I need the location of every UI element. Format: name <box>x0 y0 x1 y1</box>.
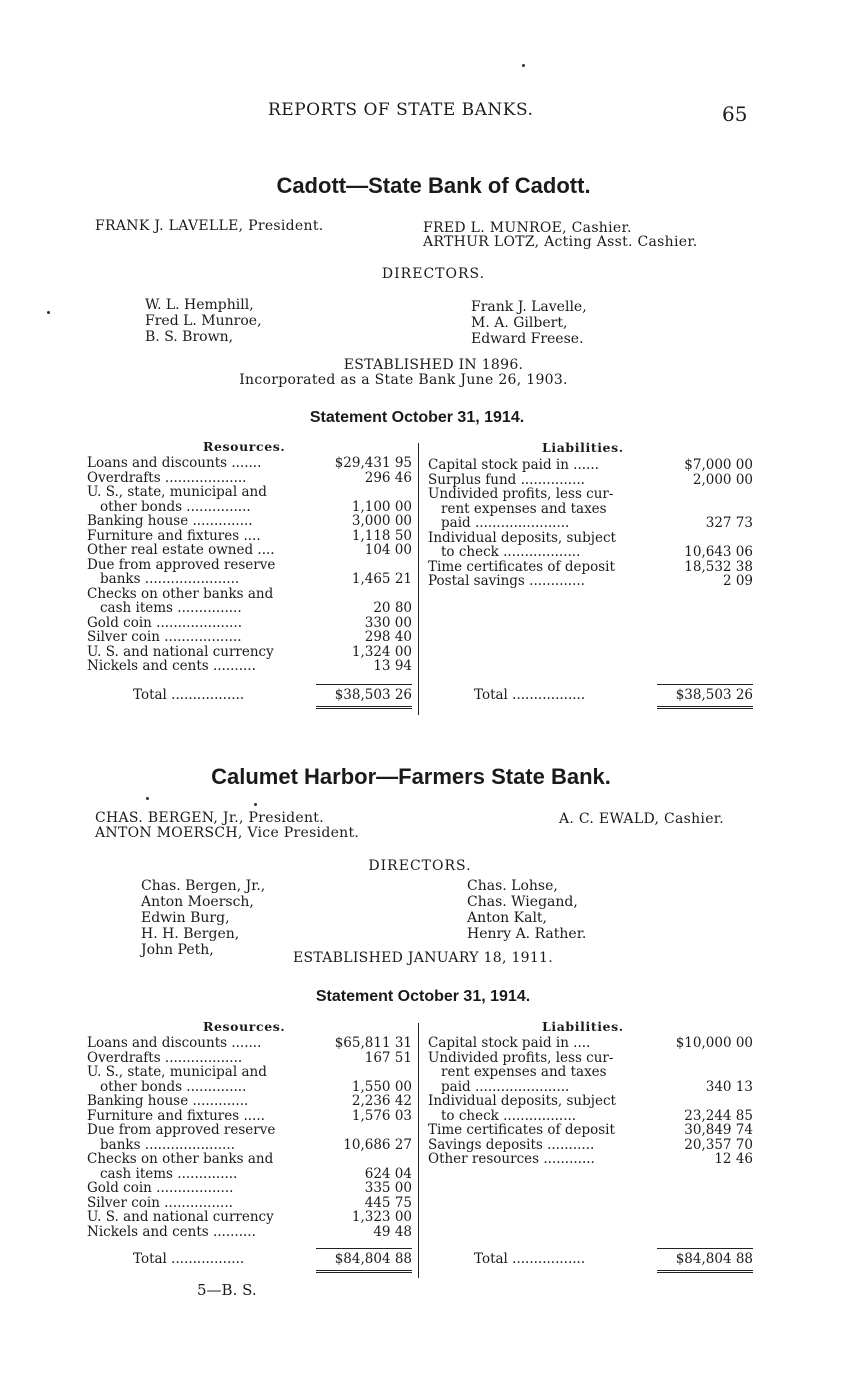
row-label: Silver coin ................ <box>87 1195 233 1210</box>
director-name: Frank J. Lavelle, <box>471 299 587 315</box>
row-label: rent expenses and taxes <box>441 1065 607 1080</box>
table-row <box>428 1051 753 1066</box>
table-row <box>87 1065 412 1080</box>
row-label: other bonds ............... <box>100 499 251 514</box>
table-row <box>87 1123 412 1138</box>
officer-president: FRANK J. LAVELLE, President. <box>95 218 324 234</box>
total-double-rule <box>316 706 412 709</box>
bank-title: Cadott—State Bank of Cadott. <box>276 173 591 198</box>
table-row <box>428 531 753 546</box>
table-row <box>428 560 753 575</box>
row-value: 624 04 <box>364 1165 412 1182</box>
table-row <box>87 1181 412 1196</box>
row-label: cash items ............... <box>100 601 242 616</box>
row-value: 2,236 42 <box>351 1093 412 1109</box>
total-row-liabilities <box>428 688 753 703</box>
total-double-rule <box>316 1270 412 1273</box>
table-row <box>87 1080 412 1095</box>
total-row-resources <box>87 688 412 703</box>
table-row <box>428 1109 753 1124</box>
director-name: H. H. Bergen, <box>141 926 240 942</box>
director-name: John Peth, <box>141 942 214 958</box>
row-value: 1,465 21 <box>351 571 412 587</box>
incorporated-line: Incorporated as a State Bank June 26, 1903. <box>239 372 568 388</box>
resources-table <box>87 456 412 674</box>
row-label: Overdrafts ................... <box>87 470 247 485</box>
row-value: 1,100 00 <box>351 498 412 515</box>
row-label: Nickels and cents .......... <box>87 659 256 674</box>
row-label: cash items .............. <box>100 1166 238 1181</box>
row-label: Postal savings ............. <box>428 574 585 589</box>
table-row <box>87 529 412 544</box>
row-value: 330 00 <box>364 614 412 631</box>
row-label: U. S., state, municipal and <box>87 1065 267 1080</box>
table-row <box>87 1152 412 1167</box>
row-label: Time certificates of deposit <box>428 1123 615 1138</box>
director-name: Edward Freese. <box>471 331 584 347</box>
sum-rule <box>657 1248 753 1249</box>
directors-label: DIRECTORS. <box>381 266 486 282</box>
table-row <box>87 1225 412 1240</box>
row-label: Undivided profits, less cur- <box>428 487 614 502</box>
row-label: Capital stock paid in .... <box>428 1036 591 1051</box>
row-value: 30,849 74 <box>684 1122 753 1138</box>
established-line: ESTABLISHED JANUARY 18, 1911. <box>292 950 554 966</box>
column-divider <box>418 443 419 715</box>
director-name: Henry A. Rather. <box>467 926 587 942</box>
table-row <box>428 473 753 488</box>
table-row <box>87 572 412 587</box>
row-label: to check .................. <box>441 545 581 560</box>
established-line: ESTABLISHED IN 1896. <box>343 357 524 373</box>
row-value: 167 51 <box>364 1049 412 1066</box>
running-head: REPORTS OF STATE BANKS. <box>268 100 534 120</box>
row-label: Individual deposits, subject <box>428 530 616 545</box>
row-value: 340 13 <box>705 1078 753 1095</box>
director-name: Chas. Bergen, Jr., <box>141 878 266 894</box>
row-label: Overdrafts .................. <box>87 1050 243 1065</box>
table-row <box>428 574 753 589</box>
liabilities-table <box>428 458 753 589</box>
sum-rule <box>657 684 753 685</box>
officer-president: CHAS. BERGEN, Jr., President. <box>95 810 324 826</box>
sum-rule <box>316 684 412 685</box>
row-label: Checks on other banks and <box>87 1152 274 1167</box>
row-value: $65,811 31 <box>334 1035 412 1051</box>
row-value: 10,643 06 <box>684 544 753 560</box>
table-row <box>87 1094 412 1109</box>
scan-speck <box>522 64 525 67</box>
row-label: Individual deposits, subject <box>428 1094 616 1109</box>
row-value: 298 40 <box>364 629 412 645</box>
table-row <box>87 1051 412 1066</box>
director-name: Edwin Burg, <box>141 910 230 926</box>
table-row <box>87 1138 412 1153</box>
directors-left-list <box>141 878 265 958</box>
table-row <box>87 500 412 515</box>
table-row <box>428 545 753 560</box>
row-value: 296 46 <box>364 469 412 486</box>
total-row-liabilities <box>428 1252 753 1267</box>
table-row <box>87 645 412 660</box>
total-label: Total ................. <box>133 688 245 703</box>
total-label: Total ................. <box>474 688 586 703</box>
director-name: Anton Kalt, <box>467 910 548 926</box>
table-row <box>428 458 753 473</box>
row-value: 20 80 <box>373 600 412 616</box>
table-row <box>87 587 412 602</box>
row-label: Gold coin .................... <box>87 615 242 630</box>
row-value: 104 00 <box>364 542 412 558</box>
row-label: Other real estate owned .... <box>87 543 275 558</box>
row-label: Nickels and cents .......... <box>87 1224 256 1239</box>
row-label: Banking house .............. <box>87 514 253 529</box>
director-name: M. A. Gilbert, <box>471 315 568 331</box>
liabilities-heading: Liabilities. <box>542 440 624 455</box>
row-label: Silver coin .................. <box>87 630 242 645</box>
table-row <box>87 543 412 558</box>
director-name: B. S. Brown, <box>145 329 234 345</box>
row-label: Capital stock paid in ...... <box>428 458 599 473</box>
row-label: banks ...................... <box>100 572 240 587</box>
row-value: 10,686 27 <box>343 1136 412 1153</box>
officer-vice-president: ANTON MOERSCH, Vice President. <box>95 825 360 841</box>
row-label: rent expenses and taxes <box>441 501 607 516</box>
statement-heading: Statement October 31, 1914. <box>315 988 531 1005</box>
resources-table <box>87 1036 412 1239</box>
scan-speck <box>254 803 257 806</box>
row-label: banks ..................... <box>100 1137 235 1152</box>
row-label: Due from approved reserve <box>87 557 276 572</box>
liabilities-heading: Liabilities. <box>542 1019 624 1034</box>
director-name: W. L. Hemphill, <box>145 297 254 313</box>
row-label: U. S. and national currency <box>87 644 274 659</box>
row-label: Gold coin .................. <box>87 1181 234 1196</box>
statement-heading: Statement October 31, 1914. <box>309 409 525 426</box>
row-value: 1,324 00 <box>351 643 412 660</box>
table-row <box>428 487 753 502</box>
row-value: 2 09 <box>722 573 753 589</box>
total-value: $84,804 88 <box>675 1251 753 1267</box>
row-label: Furniture and fixtures .... <box>87 528 261 543</box>
row-value: 445 75 <box>364 1194 412 1211</box>
row-label: Savings deposits ........... <box>428 1137 595 1152</box>
sum-rule <box>316 1248 412 1249</box>
table-row <box>87 1036 412 1051</box>
directors-left-list <box>145 297 262 345</box>
director-name: Chas. Wiegand, <box>467 894 578 910</box>
table-row <box>428 1152 753 1167</box>
directors-right-list <box>467 878 586 942</box>
row-value: $29,431 95 <box>334 455 412 471</box>
row-value: 1,323 00 <box>351 1209 412 1225</box>
row-value: 23,244 85 <box>684 1107 753 1124</box>
row-label: paid ...................... <box>441 516 570 531</box>
page-number: 65 <box>722 102 748 126</box>
director-name: Fred L. Munroe, <box>145 313 262 329</box>
table-row <box>87 659 412 674</box>
table-row <box>428 1036 753 1051</box>
table-row <box>428 502 753 517</box>
liabilities-table <box>428 1036 753 1167</box>
table-row <box>428 1094 753 1109</box>
total-label: Total ................. <box>474 1252 586 1267</box>
total-row-resources <box>87 1252 412 1267</box>
row-label: Other resources ............ <box>428 1152 595 1167</box>
row-value: 13 94 <box>373 658 412 674</box>
row-value: $10,000 00 <box>675 1035 753 1051</box>
row-label: Loans and discounts ....... <box>87 456 262 471</box>
row-label: Undivided profits, less cur- <box>428 1050 614 1065</box>
table-row <box>428 1065 753 1080</box>
table-row <box>428 516 753 531</box>
row-value: 1,550 00 <box>351 1078 412 1095</box>
row-label: paid ...................... <box>441 1079 570 1094</box>
row-label: Banking house ............. <box>87 1094 249 1109</box>
row-value: 335 00 <box>364 1180 412 1196</box>
total-double-rule <box>657 1270 753 1273</box>
row-value: 12 46 <box>714 1151 753 1167</box>
row-value: 1,576 03 <box>351 1107 412 1124</box>
officer-asst-cashier: ARTHUR LOTZ, Acting Asst. Cashier. <box>423 234 698 250</box>
officer-cashier: A. C. EWALD, Cashier. <box>559 811 724 827</box>
table-row <box>87 485 412 500</box>
table-row <box>87 558 412 573</box>
total-value: $84,804 88 <box>334 1251 412 1267</box>
row-value: $7,000 00 <box>684 457 753 473</box>
row-label: U. S. and national currency <box>87 1210 274 1225</box>
row-label: to check ................. <box>441 1108 577 1123</box>
row-label: Furniture and fixtures ..... <box>87 1108 265 1123</box>
table-row <box>87 1167 412 1182</box>
total-value: $38,503 26 <box>675 687 753 703</box>
row-value: 20,357 70 <box>684 1136 753 1153</box>
scan-speck <box>47 311 50 314</box>
table-row <box>87 1210 412 1225</box>
row-value: 327 73 <box>705 515 753 531</box>
officer-cashier: FRED L. MUNROE, Cashier. <box>423 220 632 236</box>
total-double-rule <box>657 706 753 709</box>
column-divider <box>418 1023 419 1278</box>
table-row <box>87 514 412 529</box>
row-label: Checks on other banks and <box>87 586 274 601</box>
table-row <box>87 616 412 631</box>
scan-speck <box>146 797 149 800</box>
table-row <box>87 630 412 645</box>
row-label: Due from approved reserve <box>87 1123 276 1138</box>
row-label: other bonds .............. <box>100 1079 247 1094</box>
row-value: 49 48 <box>373 1223 412 1240</box>
row-label: Surplus fund ............... <box>428 472 585 487</box>
table-row <box>87 601 412 616</box>
table-row <box>428 1123 753 1138</box>
row-label: Time certificates of deposit <box>428 559 615 574</box>
table-row <box>87 471 412 486</box>
bank-title: Calumet Harbor—Farmers State Bank. <box>211 764 611 789</box>
row-value: 1,118 50 <box>351 527 412 544</box>
directors-label: DIRECTORS. <box>368 858 472 874</box>
resources-heading: Resources. <box>203 439 286 454</box>
directors-right-list <box>471 299 587 347</box>
director-name: Anton Moersch, <box>141 894 254 910</box>
table-row <box>87 456 412 471</box>
resources-heading: Resources. <box>203 1019 286 1034</box>
table-row <box>428 1138 753 1153</box>
total-label: Total ................. <box>133 1252 245 1267</box>
row-label: U. S., state, municipal and <box>87 485 267 500</box>
row-value: 3,000 00 <box>351 513 412 529</box>
director-name: Chas. Lohse, <box>467 878 558 894</box>
table-row <box>87 1196 412 1211</box>
row-value: 18,532 38 <box>684 558 753 575</box>
table-row <box>428 1080 753 1095</box>
row-value: 2,000 00 <box>692 471 753 488</box>
signature-mark: 5—B. S. <box>197 1281 257 1299</box>
table-row <box>87 1109 412 1124</box>
total-value: $38,503 26 <box>334 687 412 703</box>
row-label: Loans and discounts ....... <box>87 1036 262 1051</box>
